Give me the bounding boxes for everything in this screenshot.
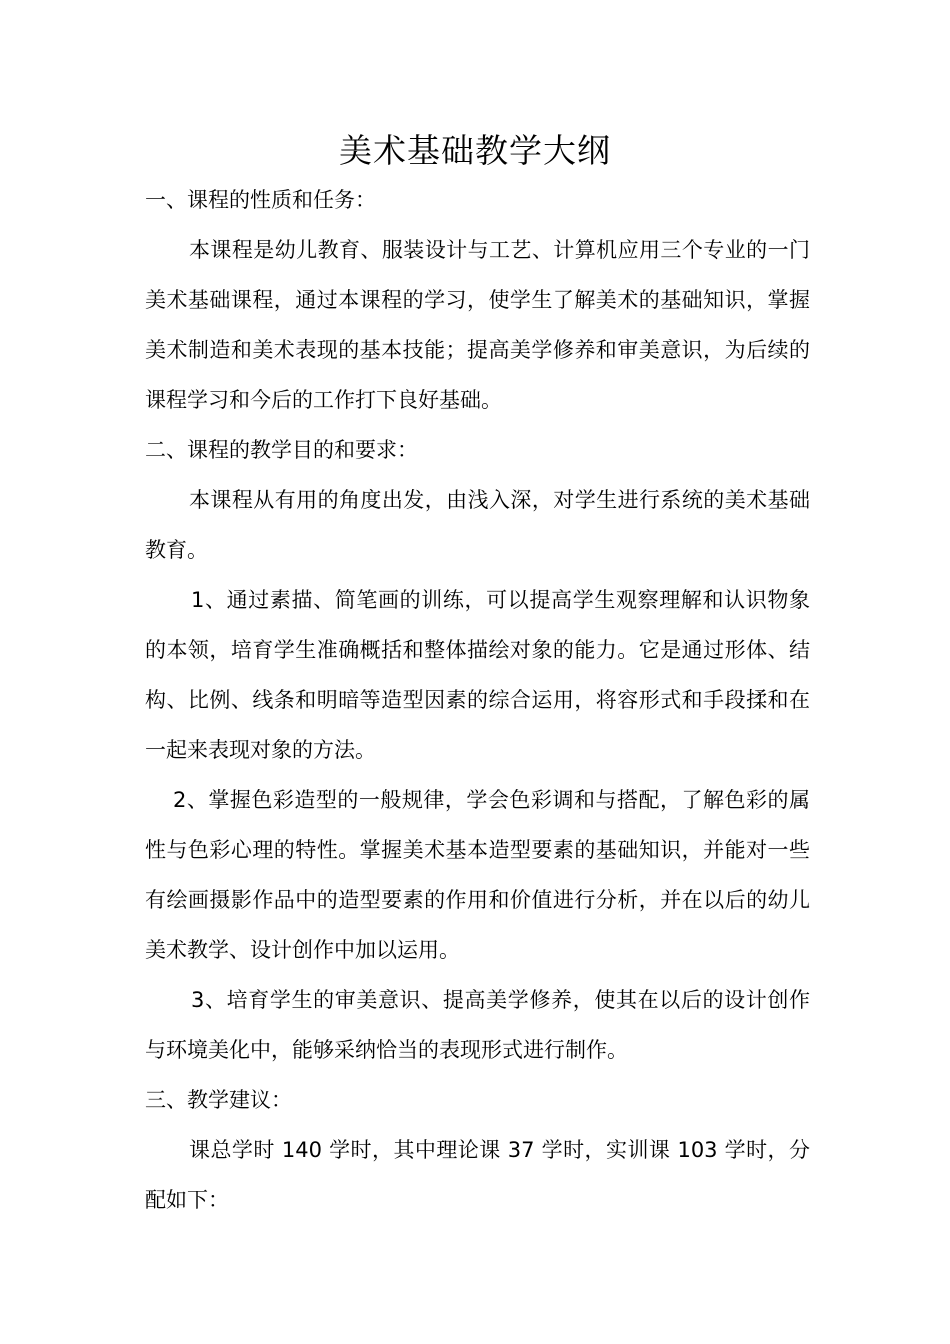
section-heading-nature-and-tasks: 一、课程的性质和任务：	[145, 188, 376, 212]
paragraph-course-description: 本课程是幼儿教育、服装设计与工艺、计算机应用三个专业的一门美术基础课程，通过本课程的学习，使学生了解美术的基础知识，掌握美术制造和美术表现的基本技能；提高美学修养和审美意识，为后续的课程学习和今后的工作打下良好基础。	[145, 238, 810, 412]
paragraph-class-hours: 课总学时 140 学时，其中理论课 37 学时，实训课 103 学时，分配如下：	[145, 1138, 810, 1212]
section-heading-teaching-suggestions: 三、教学建议：	[145, 1088, 292, 1112]
paragraph-objective-3: 3、培育学生的审美意识、提高美学修养，使其在以后的设计创作与环境美化中，能够采纳恰当的表现形式进行制作。	[145, 988, 810, 1062]
document-body	[145, 175, 810, 1225]
document-title: 美术基础教学大纲	[339, 131, 611, 170]
paragraph-objectives-intro: 本课程从有用的角度出发，由浅入深，对学生进行系统的美术基础教育。	[145, 488, 810, 562]
section-heading-objectives: 二、课程的教学目的和要求：	[145, 438, 418, 462]
paragraph-objective-1: 1、通过素描、简笔画的训练，可以提高学生观察理解和认识物象的本领，培育学生准确概括和整体描绘对象的能力。它是通过形体、结构、比例、线条和明暗等造型因素的综合运用，将容形式和手段揉和在一起来表现对象的方法。	[145, 588, 810, 762]
paragraph-objective-2: 2、掌握色彩造型的一般规律，学会色彩调和与搭配，了解色彩的属性与色彩心理的特性。掌握美术基本造型要素的基础知识，并能对一些有绘画摄影作品中的造型要素的作用和价值进行分析，并在以后的幼儿美术教学、设计创作中加以运用。	[145, 788, 810, 962]
